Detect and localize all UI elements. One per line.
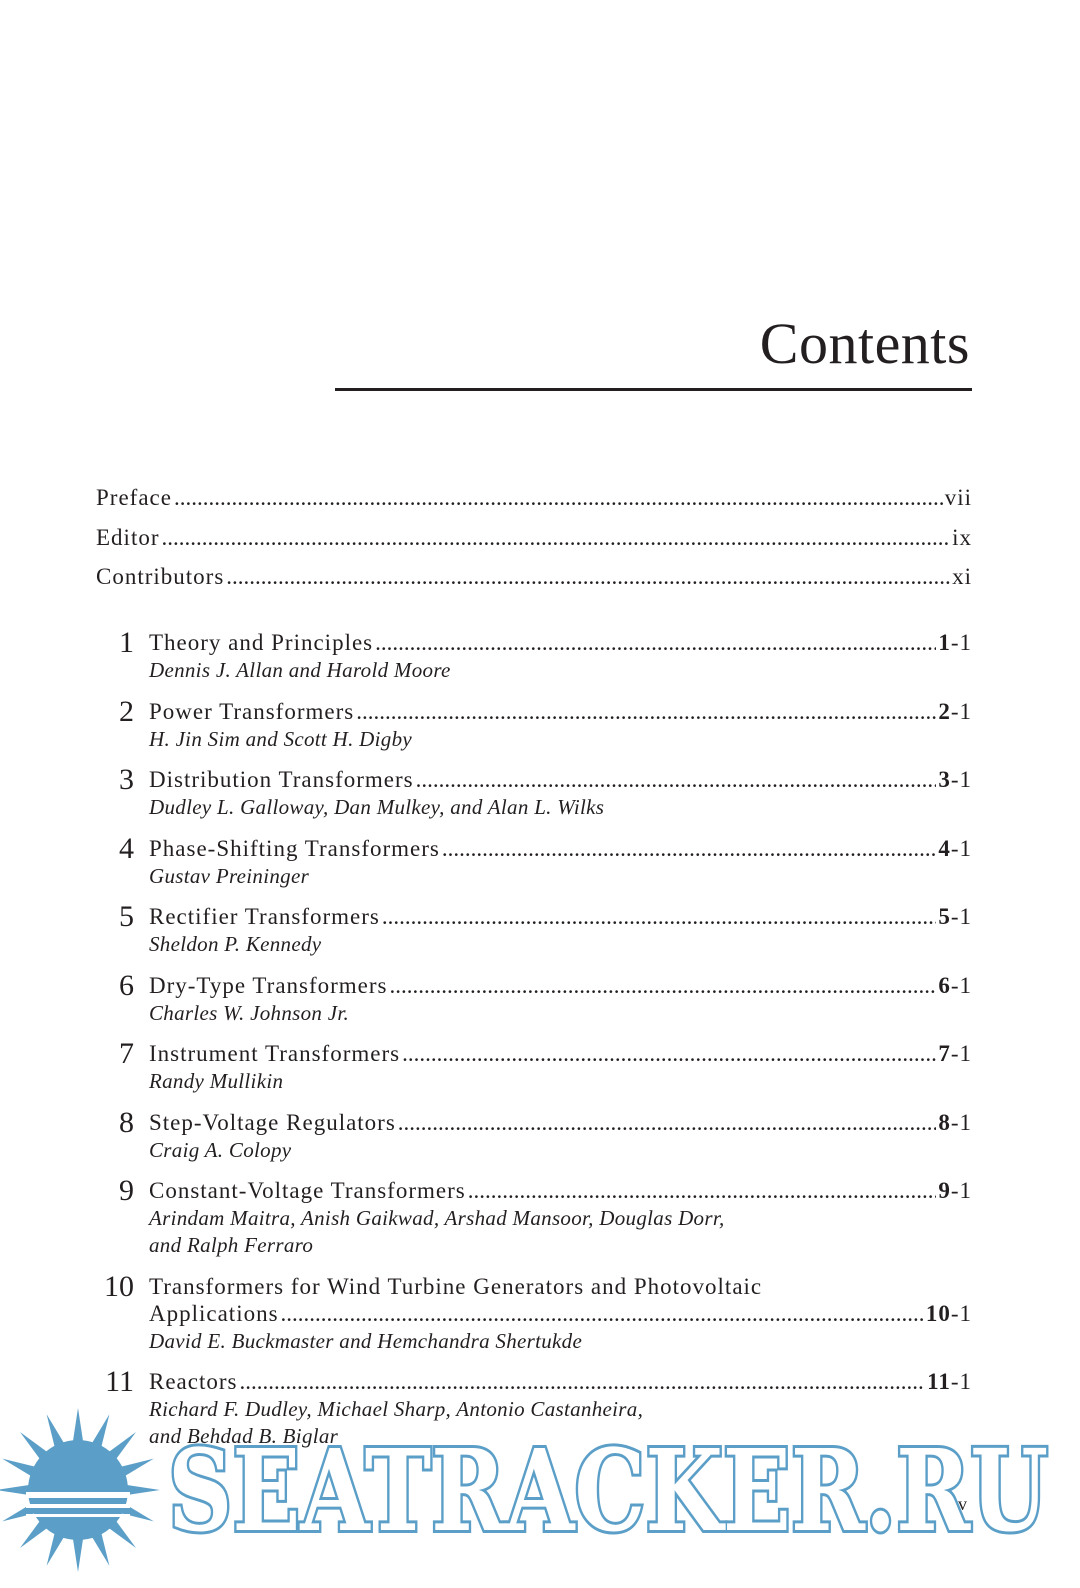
dot-leader [398, 1110, 937, 1136]
sun-ray [106, 1432, 136, 1462]
dot-leader [468, 1178, 937, 1204]
chapter-authors: Arindam Maitra, Anish Gaikwad, Arshad Mansoor, Douglas Dorr, [149, 1206, 725, 1230]
entry-page: vii [944, 485, 972, 510]
entry-label: Editor [96, 524, 160, 550]
chapter-page [938, 1041, 972, 1067]
chapter-number: 9 [119, 1174, 134, 1207]
chapter-page-number: 10 [925, 1301, 951, 1326]
watermark-text: SEATRACKER.RU [168, 1426, 1048, 1557]
sun-ray [106, 1518, 136, 1548]
sun-ray [90, 1530, 109, 1566]
chapter-number: 11 [105, 1365, 134, 1398]
sun-ray [20, 1518, 50, 1548]
chapter-page-suffix: -1 [950, 1369, 972, 1394]
sun-ray [0, 1485, 32, 1496]
sun-ray [124, 1485, 160, 1496]
chapter-page-number: 4 [938, 836, 951, 861]
chapter-page-suffix: -1 [950, 1178, 972, 1203]
chapter-authors: Dudley L. Galloway, Dan Mulkey, and Alan L. Wilks [149, 795, 605, 819]
chapter-page-number: 8 [938, 1110, 951, 1135]
chapter-page-suffix: -1 [950, 973, 972, 998]
sun-ray [118, 1502, 154, 1521]
dot-leader [174, 485, 943, 511]
chapter-page-suffix: -1 [950, 1301, 972, 1326]
chapter-title-line1: Transformers for Wind Turbine Generators and Photovoltaic [149, 1274, 763, 1299]
chapter-page-suffix: -1 [950, 767, 972, 792]
entry-page: xi [952, 564, 972, 589]
chapter-page [938, 630, 972, 656]
dot-leader [390, 973, 937, 999]
chapter-title: Distribution Transformers [149, 767, 414, 792]
chapter-authors: Sheldon P. Kennedy [149, 932, 322, 956]
dot-leader [356, 699, 936, 725]
chapter-page-number: 3 [938, 767, 951, 792]
chapter-authors: Dennis J. Allan and Harold Moore [149, 658, 451, 682]
chapter-authors: H. Jin Sim and Scott H. Digby [149, 727, 412, 751]
title-rule [335, 388, 972, 391]
chapter-page [938, 836, 972, 862]
chapter-authors: David E. Buckmaster and Hemchandra Shertukde [149, 1329, 583, 1353]
chapter-page-number: 1 [938, 630, 951, 655]
chapter-title: Reactors [149, 1369, 238, 1394]
sun-ray [20, 1432, 50, 1462]
sun-ray [73, 1408, 84, 1444]
chapter-page-number: 6 [938, 973, 951, 998]
chapter-title: Dry-Type Transformers [149, 973, 388, 998]
dot-leader [416, 767, 937, 793]
chapter-page-number: 5 [938, 904, 951, 929]
sun-ray [90, 1414, 109, 1450]
chapter-title: Power Transformers [149, 699, 355, 724]
chapter-authors: Charles W. Johnson Jr. [149, 1001, 350, 1025]
dot-leader [402, 1041, 936, 1067]
chapter-title: Instrument Transformers [149, 1041, 401, 1066]
chapter-page-suffix: -1 [950, 699, 972, 724]
chapter-page-suffix: -1 [950, 836, 972, 861]
chapter-title: Phase-Shifting Transformers [149, 836, 440, 861]
chapter-authors: Richard F. Dudley, Michael Sharp, Antonio Castanheira, [149, 1397, 644, 1421]
dot-leader [162, 525, 951, 551]
chapter-title: Rectifier Transformers [149, 904, 380, 929]
chapter-page-number: 7 [938, 1041, 951, 1066]
chapter-page-suffix: -1 [950, 630, 972, 655]
toc-entry-editor[interactable] [96, 525, 972, 565]
chapter-page [938, 973, 972, 999]
chapter-page [938, 1178, 972, 1204]
chapter-authors-cont: and Ralph Ferraro [149, 1233, 314, 1257]
page-number: v [958, 1494, 967, 1514]
chapter-authors-cont: and Behdad B. Biglar [149, 1424, 339, 1448]
chapter-page-number: 2 [938, 699, 951, 724]
chapter-authors: Craig A. Colopy [149, 1138, 292, 1162]
chapter-title: Theory and Principles [149, 630, 374, 655]
chapter-page [927, 1369, 972, 1395]
sun-ray [118, 1459, 154, 1478]
chapter-number: 7 [119, 1037, 134, 1070]
dot-leader [375, 630, 936, 656]
chapter-title: Constant-Voltage Transformers [149, 1178, 466, 1203]
dot-leader [281, 1301, 924, 1327]
sun-icon [0, 1408, 160, 1572]
chapter-page-suffix: -1 [950, 1041, 972, 1066]
dot-leader [382, 904, 936, 930]
chapter-authors: Gustav Preininger [149, 864, 310, 888]
chapter-page [926, 1301, 972, 1327]
sun-ray [73, 1536, 84, 1572]
chapter-page-suffix: -1 [950, 1110, 972, 1135]
chapter-page-number: 9 [938, 1178, 951, 1203]
chapter-number: 2 [119, 695, 134, 728]
chapter-title: Step-Voltage Regulators [149, 1110, 396, 1135]
sun-ray [47, 1530, 66, 1566]
chapter-title: Applications [149, 1301, 279, 1326]
chapter-page [938, 904, 972, 930]
front-matter-list [96, 485, 972, 604]
dot-leader [226, 564, 950, 590]
chapter-number: 5 [119, 900, 134, 933]
sun-ray [2, 1459, 38, 1478]
chapter-number: 1 [119, 626, 134, 659]
chapter-number: 10 [104, 1270, 134, 1303]
chapter-number: 6 [119, 969, 134, 1002]
chapter-authors: Randy Mullikin [149, 1069, 284, 1093]
sun-ray [47, 1414, 66, 1450]
sun-ray [2, 1502, 38, 1521]
dot-leader [239, 1369, 925, 1395]
chapter-page [938, 1110, 972, 1136]
page-title: Contents [759, 311, 970, 376]
chapter-page [938, 767, 972, 793]
toc-entry-contributors[interactable] [96, 564, 972, 604]
chapter-number: 4 [119, 832, 134, 865]
chapter-page-number: 11 [927, 1369, 951, 1394]
chapter-page-suffix: -1 [950, 904, 972, 929]
toc-entry-preface[interactable] [96, 485, 972, 525]
dot-leader [442, 836, 936, 862]
chapter-page [938, 699, 972, 725]
entry-page: ix [952, 524, 972, 550]
entry-label: Contributors [96, 564, 225, 589]
chapter-number: 8 [119, 1106, 134, 1139]
chapter-number: 3 [119, 763, 134, 796]
entry-label: Preface [96, 485, 172, 510]
